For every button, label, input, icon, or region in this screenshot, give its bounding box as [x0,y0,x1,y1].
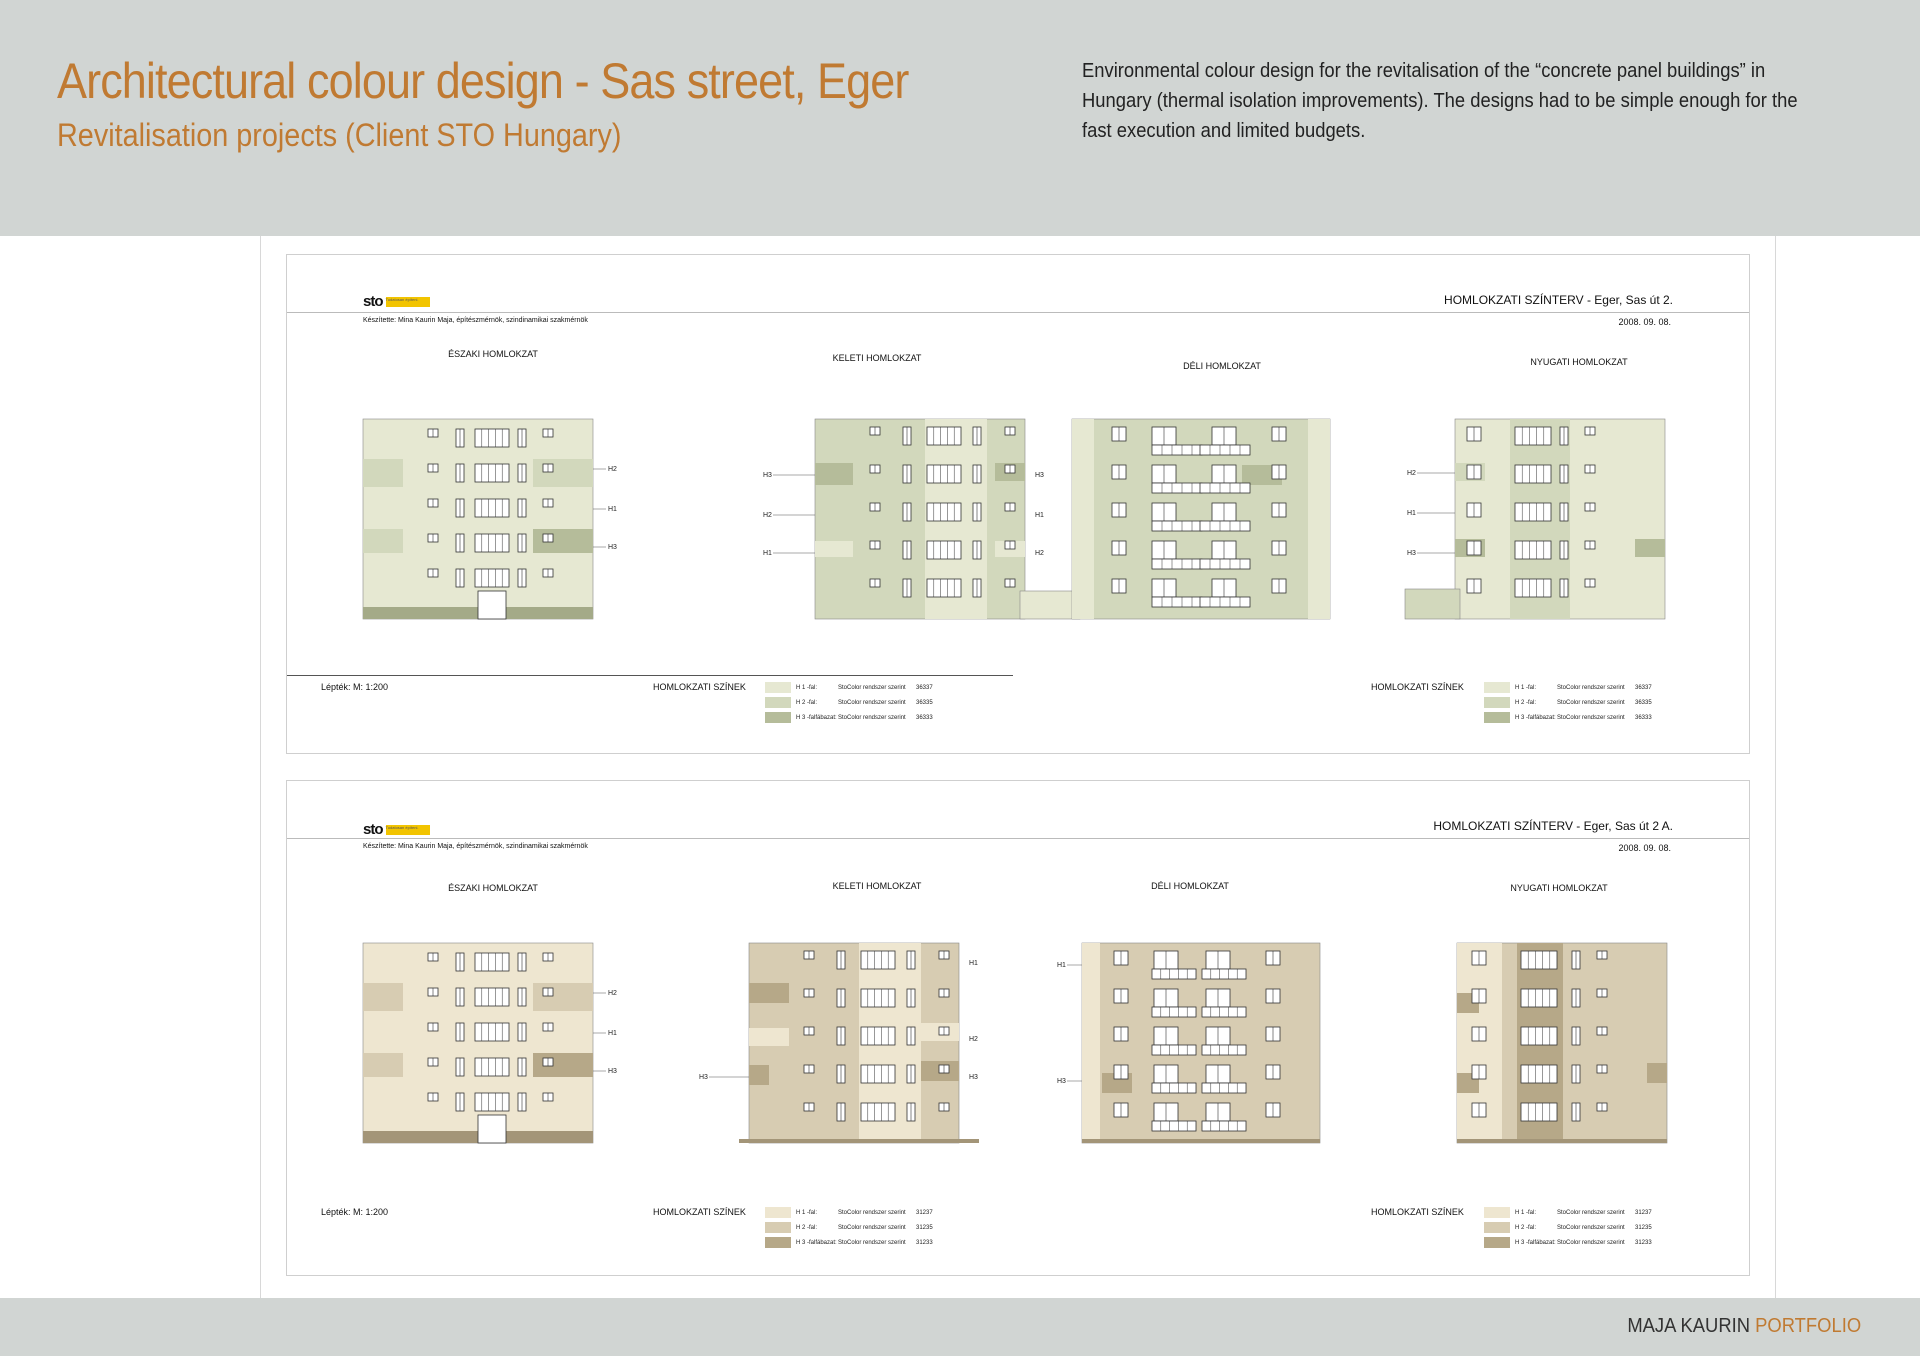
balcony [1152,1121,1196,1131]
color-swatch-h3 [1484,712,1510,723]
legend-row-h1 [1484,680,1652,695]
sheet-date: 2008. 09. 08. [1618,843,1671,853]
elevation-svg [363,943,623,1143]
legend-row-h3 [1484,1235,1652,1250]
elevation-label-south: DÉLI HOMLOKZAT [1151,881,1229,891]
legend-code: H 3 -falfábazat: [796,1239,837,1246]
edge-h1 [1072,419,1094,619]
balcony [475,534,509,552]
legend-color-number: 36337 [1635,684,1652,691]
legend-system: StoColor rendszer szerint [1557,684,1625,691]
legend-code: H 1 -fal: [796,1209,818,1216]
balcony [475,499,509,517]
panel-h2 [533,459,593,487]
color-marker: H3 [763,472,772,479]
color-marker: H2 [763,512,772,519]
annex [1405,589,1460,619]
balcony [1200,445,1250,455]
building-west-elevation [1447,943,1677,1143]
color-marker: H2 [1407,470,1416,477]
facade-h1 [363,943,593,1143]
color-swatch-h2 [765,697,791,708]
elevation-label-north: ÉSZAKI HOMLOKZAT [448,349,538,359]
panel-h3 [749,1065,769,1085]
legend-row-h2 [765,1220,933,1235]
color-swatch-h1 [765,1207,791,1218]
legend-code: H 3 -falfábazat: [796,714,837,721]
color-swatch-h2 [1484,697,1510,708]
panel-h3 [1647,1063,1667,1083]
title-divider [287,838,1749,839]
legend-system: StoColor rendszer szerint [838,1209,906,1216]
balcony [861,951,895,969]
legend-color-number: 31237 [916,1209,933,1216]
elevation-svg [363,419,623,619]
balcony [1515,465,1551,483]
balcony [1515,541,1551,559]
color-marker: H1 [1407,510,1416,517]
color-marker: H3 [608,544,617,551]
color-marker: H1 [1035,512,1044,519]
balcony [1152,1083,1196,1093]
legend-system: StoColor rendszer szerint [1557,714,1625,721]
balcony [1521,1065,1557,1083]
facade-h1 [363,419,593,619]
panel-h1 [749,1028,789,1046]
balcony [1152,521,1202,531]
color-marker: H2 [1035,550,1044,557]
sto-logo [363,821,430,838]
color-marker: H3 [969,1074,978,1081]
legend-code: H 2 -fal: [796,699,818,706]
sheet-title: HOMLOKZATI SZÍNTERV - Eger, Sas út 2. [1444,293,1673,307]
legend-system: StoColor rendszer szerint [838,1224,906,1231]
balcony [1152,483,1202,493]
panel-h2 [363,983,403,1011]
balcony [475,429,509,447]
balcony [861,1103,895,1121]
balcony [475,953,509,971]
elevation-svg [1072,419,1342,619]
portfolio-label: PORTFOLIO [1754,1315,1861,1337]
panel-h3 [533,529,593,553]
drawing-sheet-sas-2 [286,254,1750,754]
color-swatch-h2 [765,1222,791,1233]
color-legend-left [765,1205,933,1250]
annex [1020,591,1080,619]
sheet-date: 2008. 09. 08. [1618,317,1671,327]
elevation-label-west: NYUGATI HOMLOKZAT [1510,883,1608,893]
balcony [927,579,961,597]
legend-system: StoColor rendszer szerint [838,1239,906,1246]
color-swatch-h1 [765,682,791,693]
legend-system: StoColor rendszer szerint [838,684,906,691]
legend-color-number: 31235 [916,1224,933,1231]
building-east-elevation [699,943,1017,1143]
legend-code: H 3 -falfábazat: [1515,1239,1556,1246]
author-name: MAJA KAURIN [1627,1315,1750,1337]
color-legend-right [1484,680,1652,725]
balcony [861,989,895,1007]
balcony [475,988,509,1006]
sto-logo [363,293,430,310]
balcony [475,1093,509,1111]
balcony [1200,483,1250,493]
project-description: Environmental colour design for the revitalisation of the “concrete panel buildings” in Hungary (thermal isolation improvements). The designs had to be simple enough for the fast execution and limited budgets. [1082,60,1798,142]
building-south-elevation [1072,419,1342,619]
sheet-bottom-rule [287,675,1013,676]
edge-h1 [1082,943,1100,1143]
legend-color-number: 36333 [916,714,933,721]
page-footer [0,1298,1920,1356]
plinth-h3 [739,1139,979,1143]
panel-h2 [363,459,403,487]
entrance-door [478,1115,506,1143]
balcony [1152,445,1202,455]
legend-title-right: HOMLOKZATI SZÍNEK [1371,1207,1464,1217]
sto-logo-mark: sto [363,293,383,310]
panel-h3 [1635,539,1665,557]
legend-color-number: 31235 [1635,1224,1652,1231]
color-marker: H3 [608,1068,617,1075]
sheet-title: HOMLOKZATI SZÍNTERV - Eger, Sas út 2 A. [1433,819,1673,833]
legend-system: StoColor rendszer szerint [1557,1224,1625,1231]
balcony [1521,951,1557,969]
legend-color-number: 31237 [1635,1209,1652,1216]
building-east-elevation [743,419,1053,619]
legend-code: H 2 -fal: [1515,1224,1537,1231]
building-south-elevation [1057,943,1347,1143]
color-legend-right [1484,1205,1652,1250]
legend-row-h3 [1484,710,1652,725]
color-swatch-h3 [765,712,791,723]
balcony [475,464,509,482]
balcony [927,541,961,559]
facade-h2 [815,419,1025,619]
balcony [1521,989,1557,1007]
color-marker: H3 [699,1074,708,1081]
balcony [475,1058,509,1076]
elevation-label-south: DÉLI HOMLOKZAT [1183,361,1261,371]
panel-h2 [533,983,593,1011]
panel-h1 [815,541,853,557]
legend-code: H 1 -fal: [1515,1209,1537,1216]
legend-title-left: HOMLOKZATI SZÍNEK [653,1207,746,1217]
sto-logo-tagline: Tudatosan építeni. [386,297,430,307]
balcony [1202,1045,1246,1055]
edge-h1 [1308,419,1330,619]
balcony [861,1027,895,1045]
panel-h3 [749,983,789,1003]
balcony [1515,579,1551,597]
balcony [1152,969,1196,979]
drawing-sheet-sas-2a [286,780,1750,1276]
color-swatch-h2 [1484,1222,1510,1233]
legend-system: StoColor rendszer szerint [1557,1239,1625,1246]
legend-system: StoColor rendszer szerint [838,699,906,706]
balcony [927,465,961,483]
elevation-label-west: NYUGATI HOMLOKZAT [1530,357,1628,367]
plinth-h3 [1082,1139,1320,1143]
color-legend-left [765,680,933,725]
balcony [1200,559,1250,569]
balcony [1152,1045,1196,1055]
balcony [1200,521,1250,531]
legend-title-left: HOMLOKZATI SZÍNEK [653,682,746,692]
legend-code: H 1 -fal: [1515,684,1537,691]
scale-label: Lépték: M: 1:200 [321,682,389,692]
sheet-author: Készítette: Mina Kaurin Maja, építészmérnök, szindinamikai szakmérnök [363,843,588,850]
legend-row-h2 [1484,1220,1652,1235]
legend-row-h1 [1484,1205,1652,1220]
building-north-elevation [363,419,623,619]
color-marker: H1 [969,960,978,967]
balcony [1521,1027,1557,1045]
color-swatch-h3 [765,1237,791,1248]
balcony [1202,1121,1246,1131]
page-title: Architectural colour design - Sas street, Eger [57,53,909,109]
elevation-label-north: ÉSZAKI HOMLOKZAT [448,883,538,893]
legend-code: H 1 -fal: [796,684,818,691]
title-divider [287,312,1749,313]
legend-row-h2 [765,695,933,710]
balcony [1152,559,1202,569]
color-swatch-h1 [1484,682,1510,693]
color-marker: H2 [608,990,617,997]
legend-code: H 3 -falfábazat: [1515,714,1556,721]
panel-h3 [533,1053,593,1077]
page-subtitle: Revitalisation projects (Client STO Hungary) [57,117,622,153]
balcony [1152,1007,1196,1017]
color-marker: H3 [1057,1078,1066,1085]
entrance-door [478,591,506,619]
color-marker: H1 [1057,962,1066,969]
footer-signature [1627,1315,1861,1338]
elevation-label-east: KELETI HOMLOKZAT [832,881,922,891]
panel-h2 [363,529,403,553]
legend-row-h3 [765,1235,933,1250]
balcony [475,569,509,587]
legend-row-h1 [765,1205,933,1220]
sto-logo-tagline: Tudatosan építeni. [386,825,430,835]
legend-title-right: HOMLOKZATI SZÍNEK [1371,682,1464,692]
elevation-svg [743,419,1053,619]
sheet-author: Készítette: Mina Kaurin Maja, építészmérnök, szindinamikai szakmérnök [363,317,588,324]
legend-system: StoColor rendszer szerint [1557,699,1625,706]
color-marker: H2 [608,466,617,473]
legend-color-number: 36335 [1635,699,1652,706]
elevation-svg [1057,943,1347,1143]
balcony [1515,427,1551,445]
legend-color-number: 31233 [1635,1239,1652,1246]
balcony [927,503,961,521]
balcony [1152,597,1202,607]
legend-system: StoColor rendszer szerint [1557,1209,1625,1216]
legend-system: StoColor rendszer szerint [838,714,906,721]
color-marker: H1 [608,1030,617,1037]
panel-h2 [363,1053,403,1077]
building-north-elevation [363,943,623,1143]
color-swatch-h3 [1484,1237,1510,1248]
balcony [1202,969,1246,979]
color-swatch-h1 [1484,1207,1510,1218]
balcony [861,1065,895,1083]
elevation-svg [699,943,1017,1143]
elevation-svg [1405,419,1675,619]
color-marker: H2 [969,1036,978,1043]
page-header [0,0,1920,236]
balcony [1202,1007,1246,1017]
legend-row-h1 [765,680,933,695]
balcony [1515,503,1551,521]
building-west-elevation [1405,419,1675,619]
legend-color-number: 36335 [916,699,933,706]
balcony [475,1023,509,1041]
color-marker: H3 [1407,550,1416,557]
color-marker: H1 [763,550,772,557]
legend-row-h2 [1484,695,1652,710]
panel-h3 [815,463,853,485]
legend-color-number: 36337 [916,684,933,691]
balcony [1521,1103,1557,1121]
legend-color-number: 31233 [916,1239,933,1246]
legend-row-h3 [765,710,933,725]
plinth-h3 [1457,1139,1667,1143]
sto-logo-mark: sto [363,821,383,838]
color-marker: H3 [1035,472,1044,479]
balcony [927,427,961,445]
scale-label: Lépték: M: 1:200 [321,1207,389,1217]
legend-code: H 2 -fal: [796,1224,818,1231]
legend-color-number: 36333 [1635,714,1652,721]
elevation-label-east: KELETI HOMLOKZAT [832,353,922,363]
balcony [1200,597,1250,607]
balcony [1202,1083,1246,1093]
legend-code: H 2 -fal: [1515,699,1537,706]
color-marker: H1 [608,506,617,513]
elevation-svg [1447,943,1677,1143]
